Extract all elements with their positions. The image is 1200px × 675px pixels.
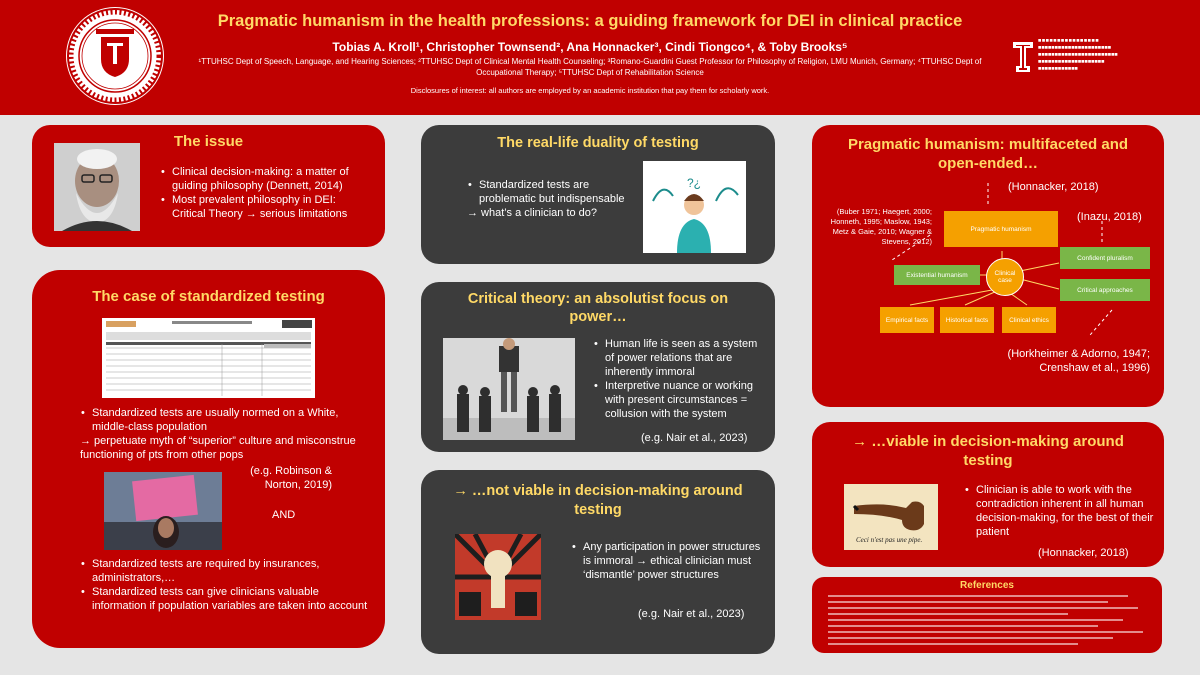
poster-authors: Tobias A. Kroll¹, Christopher Townsend², Ana Honnacker³, Cindi Tiongco⁴, & Toby Brooks⁵ — [332, 40, 848, 54]
existential-humanism-box: Existential humanism — [894, 265, 980, 285]
standardized-bullet: • Standardized tests are required by insurances, administrators,… — [92, 557, 370, 585]
not-viable-card — [421, 470, 775, 654]
pragmatic-humanism-box: Pragmatic humanism — [944, 211, 1058, 247]
references-title: References — [960, 580, 1014, 591]
reference-entry — [828, 637, 1113, 639]
not-viable-citation: (e.g. Nair et al., 2023) — [638, 608, 745, 620]
poster-title: Pragmatic humanism in the health professions: a guiding framework for DEI in clinical practice — [217, 12, 963, 30]
reference-entry — [828, 643, 1078, 645]
references-card — [812, 577, 1162, 653]
issue-card — [32, 125, 385, 247]
critical-title: Critical theory: an absolutist focus on power… — [467, 291, 729, 325]
double-t-icon — [1012, 40, 1034, 74]
viable-bullet: • Clinician is able to work with the contradiction inherent in all human decision-making, for the best of their patient — [976, 483, 1154, 539]
pragmatic-cite-left: (Buber 1971; Haegert, 2000; Honneth, 1995; Maslow, 1943; Metz & Gaie, 2010; Wagner & Stevens, 2012) — [830, 207, 932, 246]
duality-title: The real-life duality of testing — [497, 135, 699, 151]
issue-bullet: • Clinical decision-making: a matter of guiding philosophy (Dennett, 2014) — [172, 165, 370, 193]
critical-bullet: • Interpretive nuance or working with present circumstances = collusion with the system — [605, 379, 763, 421]
pragmatic-title: Pragmatic humanism: multifaceted and open-ended… — [847, 136, 1129, 172]
dennett-portrait — [54, 143, 140, 231]
university-seal-logo — [66, 7, 164, 105]
standardized-bullet: • Standardized tests can give clinicians valuable information if population variables are taken into account — [92, 585, 370, 613]
critical-theory-card — [421, 282, 775, 452]
pipe-caption: Ceci n'est pas une pipe. — [856, 536, 923, 544]
empirical-facts-box: Empirical facts — [880, 307, 934, 333]
robinson-citation: (e.g. Robinson & Norton, 2019) — [250, 465, 332, 491]
and-label: AND — [272, 509, 296, 521]
not-viable-bullet: • Any participation in power structures is immoral → ethical clinician must ‘dismantle’ power structures — [583, 540, 761, 582]
critical-citation: (e.g. Nair et al., 2023) — [641, 432, 748, 444]
duality-arrow-line: → what’s a clinician to do? — [467, 207, 598, 219]
issue-title: The issue — [173, 133, 244, 150]
poster-affiliations: ¹TTUHSC Dept of Speech, Language, and Hearing Sciences; ²TTUHSC Dept of Clinical Mental Health Counseling; ³Romano-Guardini Guest Professor for Philosophy of Religion, LMU Munich, Germany; ⁴TTUHSC Dept of Occupational Therapy; ⁵TTUHSC Dept of Rehabilitation Science — [198, 57, 982, 77]
standardized-testing-card — [32, 270, 385, 648]
ttuhsc-logo — [1012, 38, 1172, 78]
standardized-bullet: • Standardized tests are usually normed on a White, middle-class population — [92, 406, 370, 434]
power-figures-image — [443, 338, 575, 440]
critical-bullet: • Human life is seen as a system of power relations that are inherently immoral — [605, 337, 763, 379]
confident-pluralism-box: Confident pluralism — [1060, 247, 1150, 269]
reference-entry — [828, 631, 1143, 633]
svg-text:?¿: ?¿ — [687, 176, 702, 190]
disclosure-statement: Disclosures of interest: all authors are employed by an academic institution that pay them for scholarly work. — [410, 86, 770, 95]
protest-photo — [104, 472, 222, 550]
viable-card — [812, 422, 1164, 567]
test-table-image — [102, 318, 315, 398]
standardized-title: The case of standardized testing — [92, 288, 325, 305]
duality-card — [421, 125, 775, 264]
reference-entry — [828, 625, 1098, 627]
not-viable-title: → …not viable in decision-making around testing — [453, 483, 743, 518]
rise-poster-image — [455, 534, 541, 620]
reference-entry — [828, 619, 1123, 621]
issue-bullet: • Most prevalent philosophy in DEI: Critical Theory → serious limitations — [172, 193, 370, 221]
confused-person-illustration — [643, 161, 746, 253]
viable-title: → …viable in decision-making around testing — [852, 433, 1124, 469]
historical-facts-box: Historical facts — [940, 307, 994, 333]
reference-entry — [828, 595, 1128, 597]
ttuhsc-logo-lettering: ■■■■■■■■■■■■■■■■ ■■■■■■■■■■■■■■■■■■■■■■ ■■■■■■■■■■■■■■■■■■■■■■■■ ■■■■■■■■■■■■■■■■■■■■ ■■■■■■■■■■■■ — [1038, 38, 1118, 72]
pragmatic-cite-right: (Inazu, 2018) — [1077, 211, 1142, 223]
viable-citation: (Honnacker, 2018) — [1038, 547, 1129, 559]
standardized-arrow-line: → perpetuate myth of “superior” culture and misconstrue functioning of pts from other pops — [80, 435, 356, 461]
pragmatic-cite-bottom: (Horkheimer & Adorno, 1947; Crenshaw et al., 1996) — [1007, 348, 1150, 374]
critical-approaches-box: Critical approaches — [1060, 279, 1150, 301]
magritte-pipe-image — [844, 484, 938, 550]
reference-entry — [828, 613, 1068, 615]
reference-entry — [828, 601, 1108, 603]
pragmatic-humanism-card — [812, 125, 1164, 407]
clinical-ethics-box: Clinical ethics — [1002, 307, 1056, 333]
poster-header — [0, 0, 1200, 115]
pragmatic-cite-top: (Honnacker, 2018) — [1008, 181, 1099, 193]
duality-bullet: • Standardized tests are problematic but indispensable — [479, 178, 642, 206]
reference-entry — [828, 607, 1138, 609]
clinical-case-circle: Clinical case — [986, 258, 1024, 296]
